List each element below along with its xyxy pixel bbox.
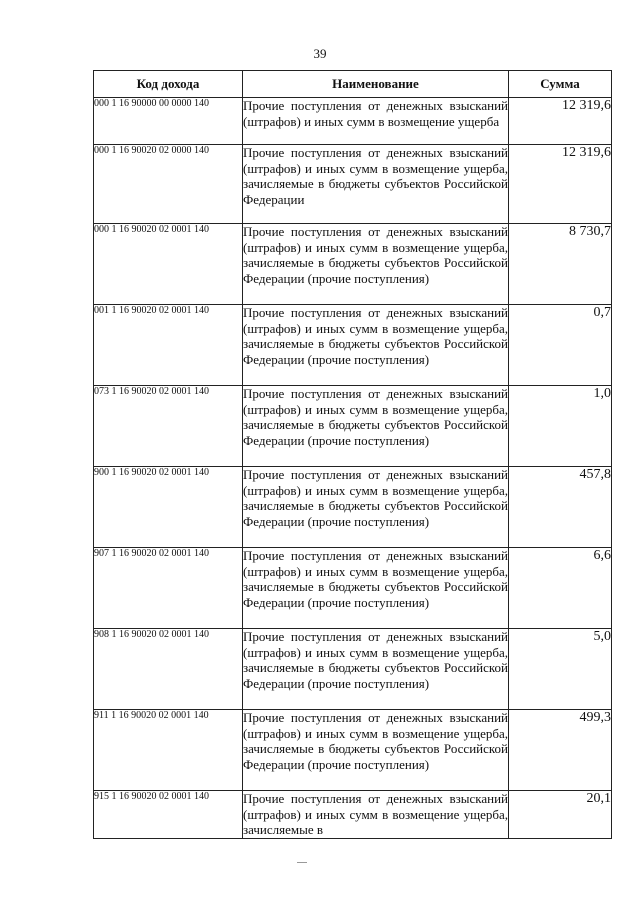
revenue-name: Прочие поступления от денежных взысканий (штрафов) и иных сумм в возмещение ущерба, зачисляемые в бюджеты субъектов Российской Федерации (прочие поступления) — [243, 386, 509, 467]
table-row — [94, 467, 612, 548]
revenue-sum: 20,1 — [509, 791, 612, 839]
table-row — [94, 98, 612, 145]
revenue-sum: 457,8 — [509, 467, 612, 548]
table-row — [94, 224, 612, 305]
header-code: Код дохода — [94, 71, 243, 98]
revenue-sum: 12 319,6 — [509, 145, 612, 224]
revenue-name: Прочие поступления от денежных взысканий (штрафов) и иных сумм в возмещение ущерба, зачисляемые в бюджеты субъектов Российской Федерации (прочие поступления) — [243, 305, 509, 386]
table-row — [94, 629, 612, 710]
revenue-name: Прочие поступления от денежных взысканий (штрафов) и иных сумм в возмещение ущерба, зачисляемые в — [243, 791, 508, 837]
scan-mark — [297, 862, 307, 863]
table-row — [94, 145, 612, 224]
revenue-code: 073 1 16 90020 02 0001 140 — [94, 386, 243, 467]
revenue-code: 000 1 16 90020 02 0001 140 — [94, 224, 243, 305]
table-row — [94, 791, 612, 839]
revenue-name: Прочие поступления от денежных взысканий (штрафов) и иных сумм в возмещение ущерба, зачисляемые в бюджеты субъектов Российской Федерации (прочие поступления) — [243, 548, 509, 629]
revenue-name: Прочие поступления от денежных взысканий (штрафов) и иных сумм в возмещение ущерба, зачисляемые в бюджеты субъектов Российской Федерации (прочие поступления) — [243, 224, 509, 305]
revenue-code: 001 1 16 90020 02 0001 140 — [94, 305, 243, 386]
revenue-name: Прочие поступления от денежных взысканий (штрафов) и иных сумм в возмещение ущерба — [243, 98, 509, 145]
revenue-code: 000 1 16 90020 02 0000 140 — [94, 145, 243, 224]
revenue-code: 908 1 16 90020 02 0001 140 — [94, 629, 243, 710]
revenue-name: Прочие поступления от денежных взысканий (штрафов) и иных сумм в возмещение ущерба, зачисляемые в бюджеты субъектов Российской Федерации (прочие поступления) — [243, 710, 509, 791]
revenue-sum: 6,6 — [509, 548, 612, 629]
table-row — [94, 386, 612, 467]
table-header-row — [94, 71, 612, 98]
revenue-code: 900 1 16 90020 02 0001 140 — [94, 467, 243, 548]
revenue-sum: 12 319,6 — [509, 98, 612, 145]
revenue-sum: 5,0 — [509, 629, 612, 710]
revenue-sum: 8 730,7 — [509, 224, 612, 305]
table-row — [94, 548, 612, 629]
revenue-sum: 0,7 — [509, 305, 612, 386]
revenue-code: 915 1 16 90020 02 0001 140 — [94, 791, 243, 839]
header-sum: Сумма — [509, 71, 612, 98]
revenue-sum: 1,0 — [509, 386, 612, 467]
revenue-name: Прочие поступления от денежных взысканий (штрафов) и иных сумм в возмещение ущерба, зачисляемые в бюджеты субъектов Российской Федерации — [243, 145, 509, 224]
revenue-name: Прочие поступления от денежных взысканий (штрафов) и иных сумм в возмещение ущерба, зачисляемые в бюджеты субъектов Российской Федерации (прочие поступления) — [243, 467, 509, 548]
header-name: Наименование — [243, 71, 509, 98]
revenue-code: 907 1 16 90020 02 0001 140 — [94, 548, 243, 629]
revenue-sum: 499,3 — [509, 710, 612, 791]
revenue-code: 911 1 16 90020 02 0001 140 — [94, 710, 243, 791]
revenue-table — [93, 70, 612, 839]
table-row — [94, 305, 612, 386]
table-row — [94, 710, 612, 791]
revenue-name: Прочие поступления от денежных взысканий (штрафов) и иных сумм в возмещение ущерба, зачисляемые в бюджеты субъектов Российской Федерации (прочие поступления) — [243, 629, 509, 710]
page-number: 39 — [313, 46, 327, 61]
revenue-code: 000 1 16 90000 00 0000 140 — [94, 98, 243, 145]
